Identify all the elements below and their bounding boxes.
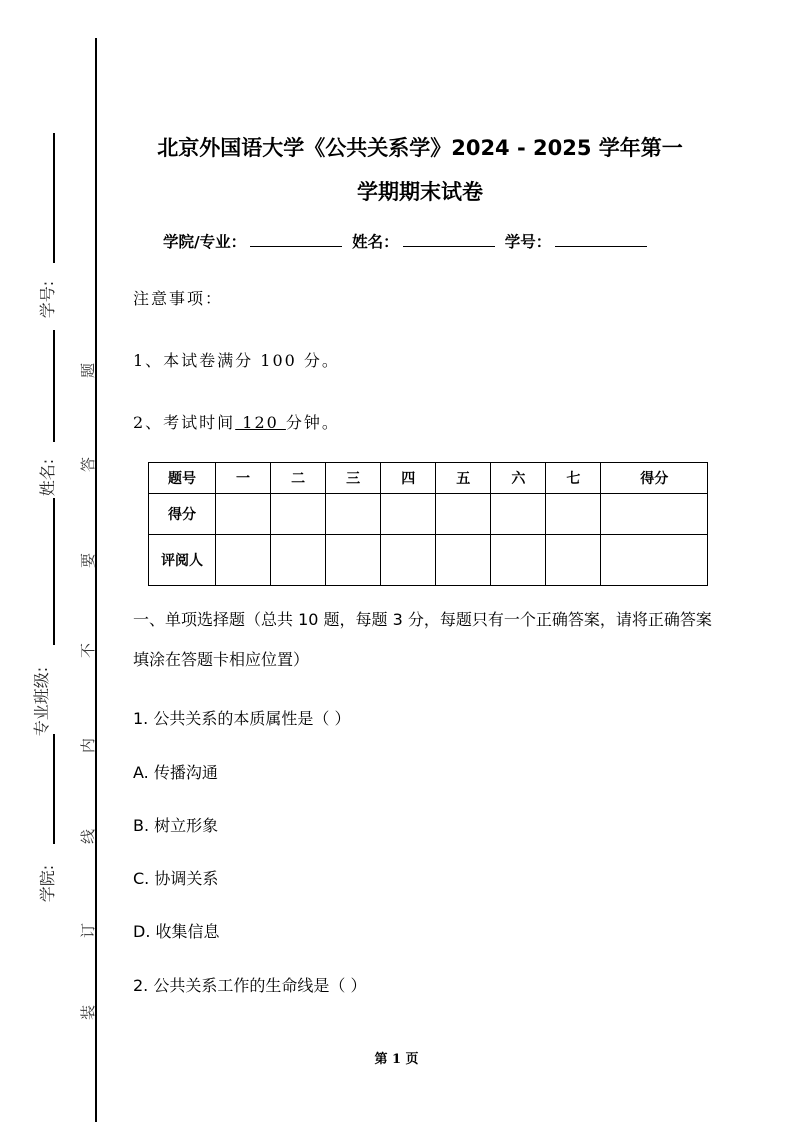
grader-cell <box>436 535 491 586</box>
option-b: B. 树立形象 <box>133 816 219 835</box>
notes-heading: 注意事项： <box>133 289 224 308</box>
note-item-2: 2、考试时间 120 分钟。 <box>133 413 340 432</box>
note-item-1: 1、本试卷满分 100 分。 <box>133 351 340 370</box>
score-cell <box>381 494 436 535</box>
student-id-field: 学号： <box>505 230 648 252</box>
student-id-line <box>53 133 55 263</box>
grader-cell <box>546 535 601 586</box>
college-line <box>53 734 55 844</box>
score-cell <box>436 494 491 535</box>
seal-char: 不 <box>79 642 98 659</box>
exam-duration: 120 <box>235 413 286 432</box>
seal-char: 订 <box>79 922 98 939</box>
major-class-label: 专业班级: <box>32 666 52 737</box>
score-cell <box>326 494 381 535</box>
score-cell <box>546 494 601 535</box>
exam-title-line2: 学期期末试卷 <box>357 180 483 204</box>
score-cell <box>216 494 271 535</box>
score-row: 得分 <box>149 494 708 535</box>
seal-char: 题 <box>79 362 98 379</box>
seal-char: 内 <box>79 737 98 754</box>
question-stem: 1. 公共关系的本质属性是（ ） <box>133 709 351 728</box>
blank-line <box>555 231 647 247</box>
binding-line <box>95 38 97 1122</box>
score-table-header: 题号 一 二 三 四 五 六 七 得分 <box>149 463 708 494</box>
college-label: 学院: <box>38 864 58 903</box>
major-class-line <box>53 498 55 645</box>
name-field: 姓名： <box>352 230 495 252</box>
question-stem: 2. 公共关系工作的生命线是（ ） <box>133 976 367 995</box>
grader-cell <box>216 535 271 586</box>
student-info-row <box>163 230 647 252</box>
grader-cell <box>326 535 381 586</box>
exam-title-line1: 北京外国语大学《公共关系学》2024 - 2025 学年第一 <box>157 136 683 160</box>
page-number: 第 1 页 <box>374 1052 419 1067</box>
college-major-field: 学院/专业： <box>163 230 342 252</box>
grader-cell <box>491 535 546 586</box>
name-label: 姓名: <box>38 458 58 497</box>
seal-char: 要 <box>79 552 98 569</box>
score-cell <box>491 494 546 535</box>
option-c: C. 协调关系 <box>133 869 219 888</box>
student-id-label: 学号: <box>38 280 58 319</box>
score-cell <box>601 494 708 535</box>
grader-row: 评阅人 <box>149 535 708 586</box>
score-cell <box>271 494 326 535</box>
seal-char: 线 <box>79 828 98 845</box>
option-a: A. 传播沟通 <box>133 763 218 782</box>
option-d: D. 收集信息 <box>133 922 220 941</box>
grader-cell <box>271 535 326 586</box>
blank-line <box>250 231 342 247</box>
score-table <box>148 462 708 586</box>
seal-char: 答 <box>79 456 98 473</box>
name-line <box>53 330 55 442</box>
seal-char: 装 <box>79 1004 98 1021</box>
blank-line <box>403 231 495 247</box>
grader-cell <box>601 535 708 586</box>
section-instructions: 一、单项选择题（总共 10 题，每题 3 分，每题只有一个正确答案，请将正确答案填涂在答题卡相应位置） <box>133 610 712 669</box>
grader-cell <box>381 535 436 586</box>
